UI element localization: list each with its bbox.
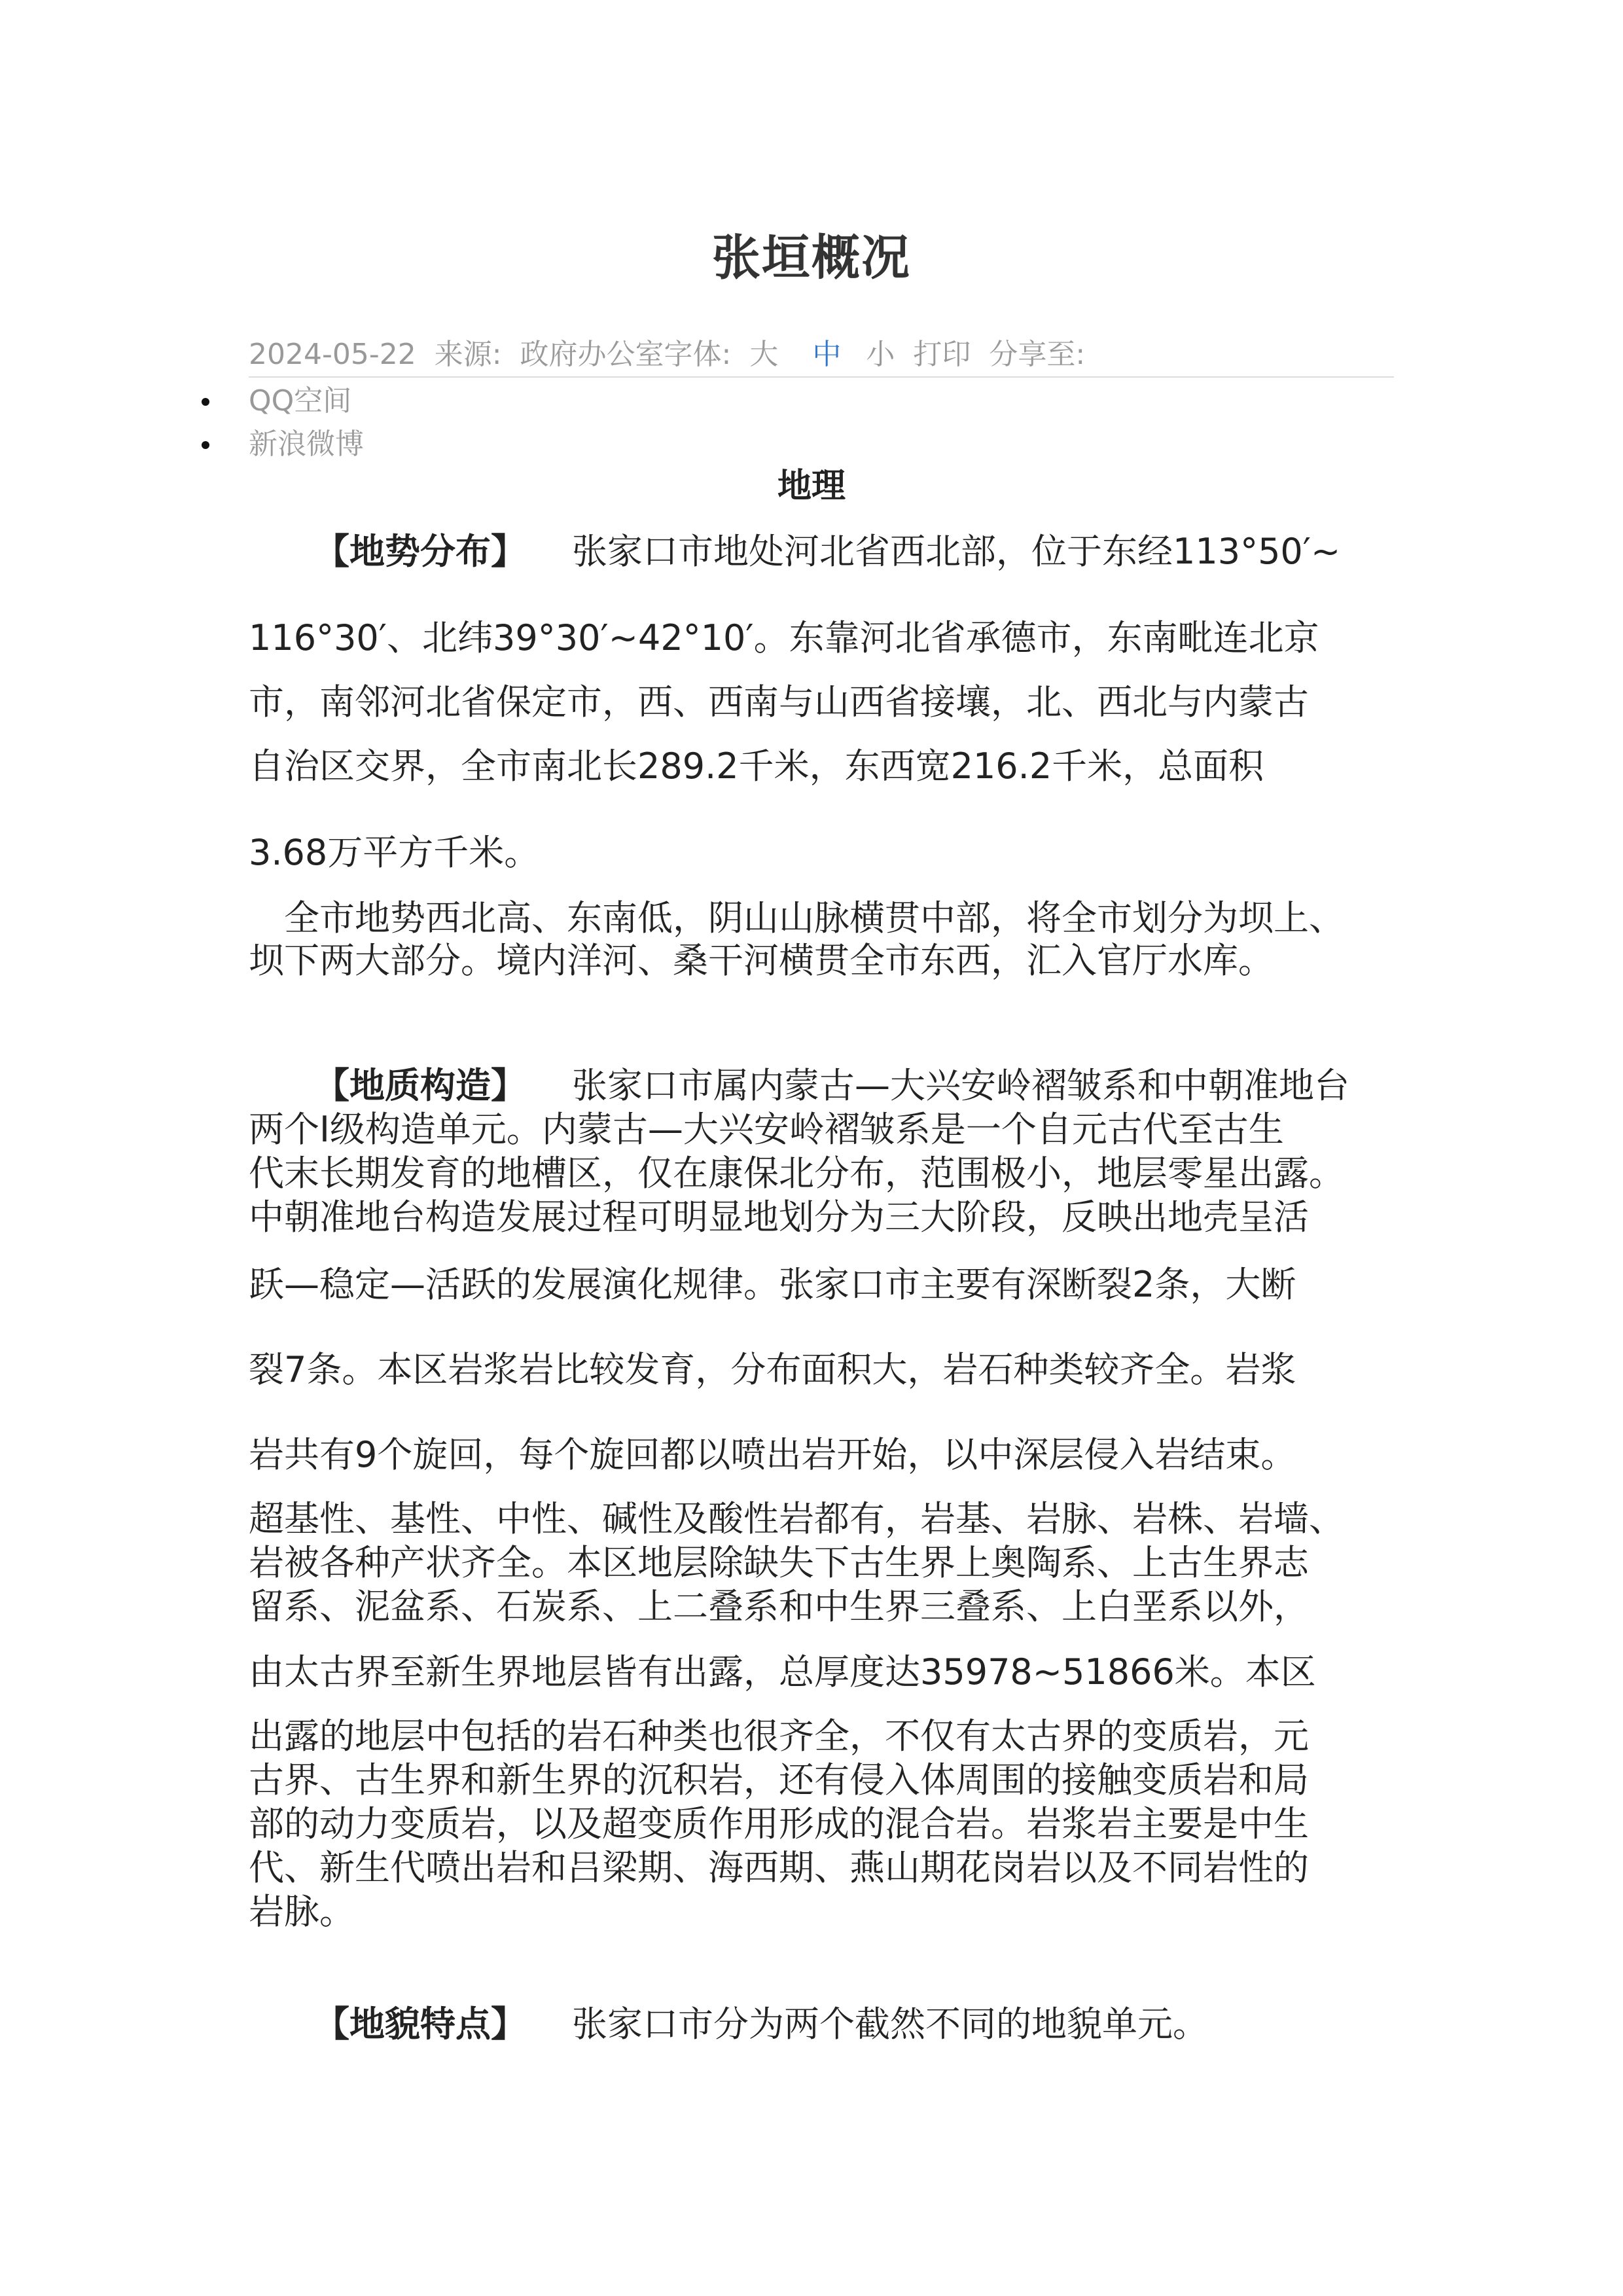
paragraph-line: 超基性、基性、中性、碱性及酸性岩都有，岩基、岩脉、岩株、岩墙、: [249, 1498, 1344, 1539]
paragraph-line: 两个Ⅰ级构造单元。内蒙古—大兴安岭褶皱系是一个自元古代至古生: [249, 1109, 1284, 1150]
paragraph-line: 代末长期发育的地槽区，仅在康保北分布，范围极小，地层零星出露。: [249, 1153, 1344, 1194]
paragraph-line: 【地质构造】 张家口市属内蒙古—大兴安岭褶皱系和中朝准地台: [314, 1065, 1349, 1106]
source-label: 来源:: [434, 338, 502, 371]
geology-label: 【地质构造】: [314, 1065, 526, 1106]
source-value: 政府办公室字体:: [520, 338, 732, 371]
paragraph-line: 3.68万平方千米。: [249, 832, 540, 873]
section-title: 地理: [777, 467, 846, 506]
paragraph-line: 自治区交界，全市南北长289.2千米，东西宽216.2千米，总面积: [249, 745, 1264, 787]
paragraph-line: 116°30′、北纬39°30′~42°10′。东靠河北省承德市，东南毗连北京: [249, 617, 1319, 658]
share-label: 分享至:: [989, 338, 1086, 371]
terrain-label: 【地势分布】: [314, 531, 526, 572]
font-size-medium-link[interactable]: 中: [812, 338, 842, 371]
share-qzone-link[interactable]: QQ空间: [249, 380, 364, 423]
font-size-large-link[interactable]: 大: [749, 338, 779, 371]
page-title: 张垣概况: [712, 230, 911, 286]
article-meta-bar: [249, 331, 1394, 378]
paragraph-line: 留系、泥盆系、石炭系、上二叠系和中生界三叠系、上白垩系以外，: [249, 1586, 1309, 1627]
publish-date: 2024-05-22: [249, 338, 416, 371]
share-list: [249, 380, 364, 466]
paragraph-line: 【地势分布】 张家口市地处河北省西北部，位于东经113°50′~: [314, 531, 1341, 572]
font-size-small-link[interactable]: 小: [866, 338, 895, 371]
paragraph-line: 跃—稳定—活跃的发展演化规律。张家口市主要有深断裂2条，大断: [249, 1264, 1296, 1305]
paragraph-line: 出露的地层中包括的岩石种类也很齐全，不仅有太古界的变质岩，元: [249, 1715, 1309, 1757]
landform-label: 【地貌特点】: [314, 2003, 526, 2045]
share-weibo-link[interactable]: 新浪微博: [249, 423, 364, 466]
paragraph-line: 全市地势西北高、东南低，阴山山脉横贯中部，将全市划分为坝上、: [249, 897, 1344, 939]
paragraph-line: 市，南邻河北省保定市，西、西南与山西省接壤，北、西北与内蒙古: [249, 681, 1309, 723]
paragraph-line: 部的动力变质岩，以及超变质作用形成的混合岩。岩浆岩主要是中生: [249, 1803, 1309, 1844]
paragraph-line: 代、新生代喷出岩和吕梁期、海西期、燕山期花岗岩以及不同岩性的: [249, 1847, 1309, 1888]
paragraph-line: 中朝准地台构造发展过程可明显地划分为三大阶段，反映出地壳呈活: [249, 1196, 1309, 1238]
paragraph-line: 坝下两大部分。境内洋河、桑干河横贯全市东西，汇入官厅水库。: [249, 940, 1274, 981]
paragraph-line: 古界、古生界和新生界的沉积岩，还有侵入体周围的接触变质岩和局: [249, 1759, 1309, 1801]
paragraph-line: 【地貌特点】 张家口市分为两个截然不同的地貌单元。: [314, 2003, 1208, 2045]
paragraph-line: 岩共有9个旋回，每个旋回都以喷出岩开始，以中深层侵入岩结束。: [249, 1434, 1296, 1475]
print-link[interactable]: 打印: [913, 338, 971, 371]
paragraph-line: 岩脉。: [249, 1891, 355, 1932]
paragraph-line: 裂7条。本区岩浆岩比较发育，分布面积大，岩石种类较齐全。岩浆: [249, 1349, 1296, 1390]
paragraph-line: 岩被各种产状齐全。本区地层除缺失下古生界上奥陶系、上古生界志: [249, 1542, 1309, 1583]
paragraph-line: 由太古界至新生界地层皆有出露，总厚度达35978~51866米。本区: [249, 1651, 1316, 1693]
